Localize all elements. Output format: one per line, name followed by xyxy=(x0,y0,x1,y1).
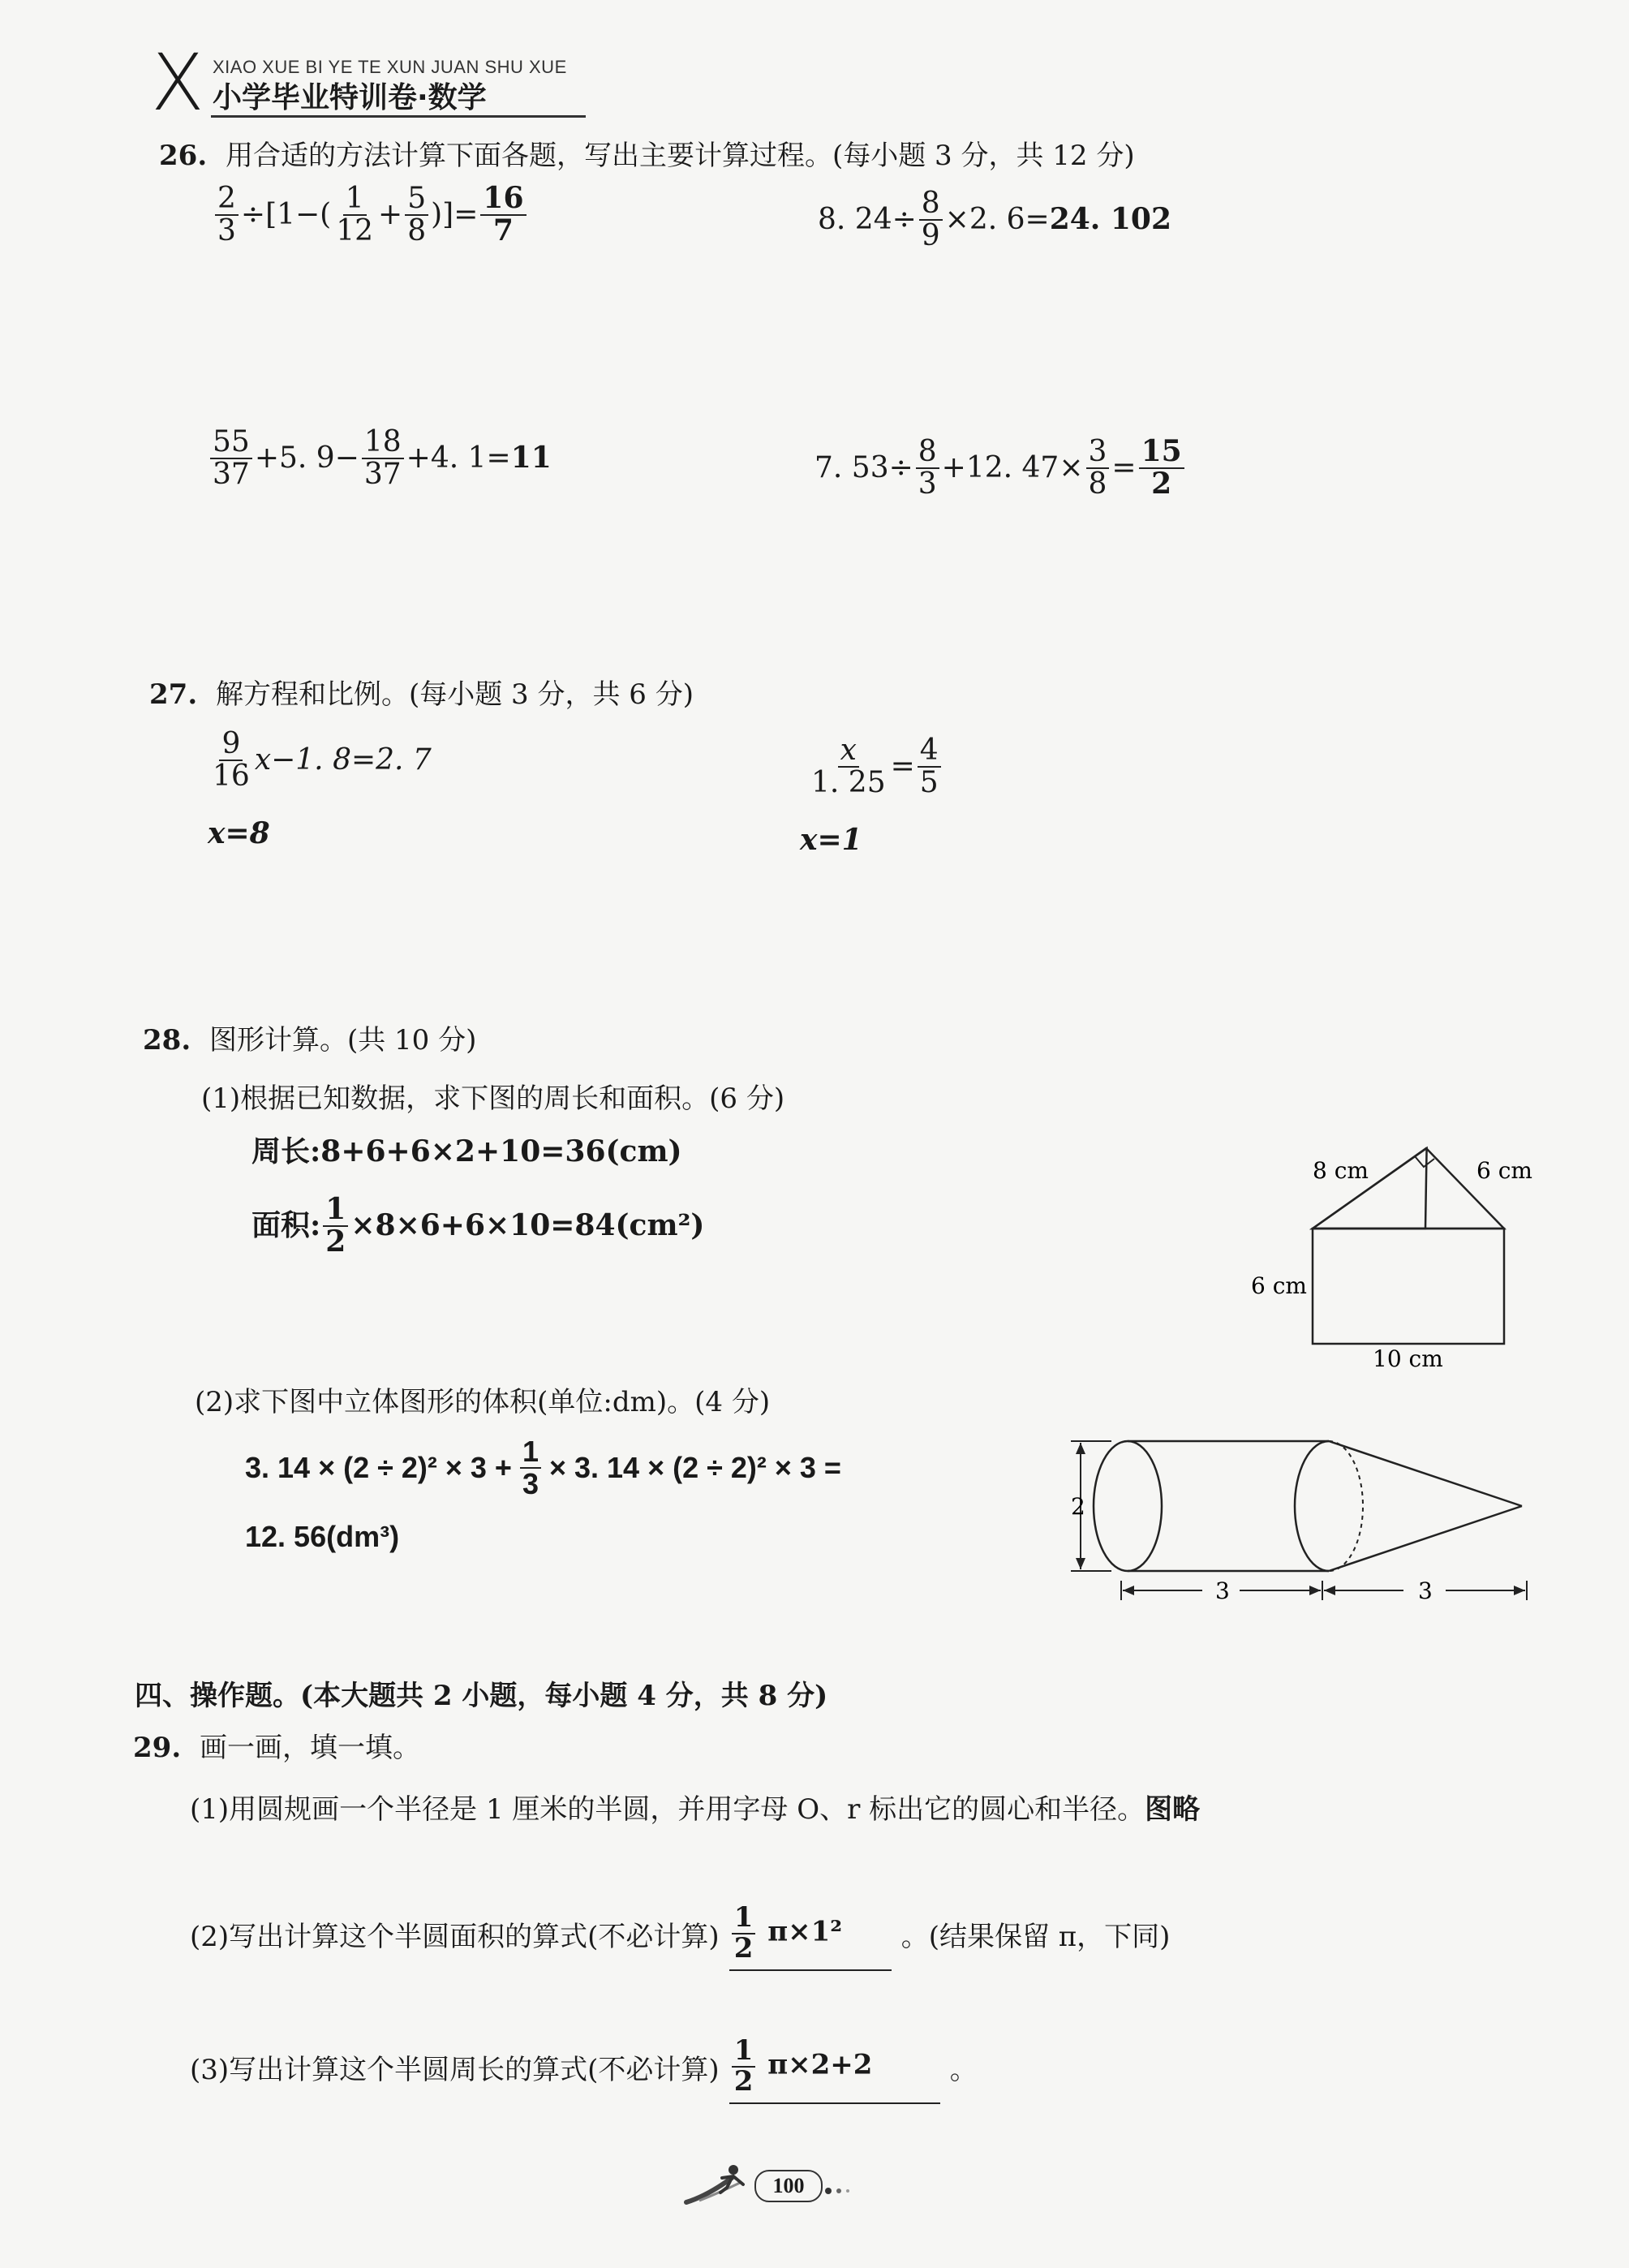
label-10cm: 10 cm xyxy=(1373,1345,1443,1372)
q28-volume xyxy=(245,1436,841,1500)
answer-fraction: $\frac{15}{2}$ xyxy=(1139,437,1184,500)
label-length-2: 3 xyxy=(1418,1577,1433,1604)
label-8cm: 8 cm xyxy=(1313,1157,1369,1184)
fraction: $\frac{3}{8}$ xyxy=(1086,437,1110,500)
cylinder-right-back xyxy=(1329,1441,1363,1571)
cone-top-edge xyxy=(1329,1441,1522,1506)
expr-text: 8. 24÷ xyxy=(818,203,917,237)
q26-problem-3 xyxy=(208,427,552,490)
fraction: $\frac{1}{2}$ xyxy=(732,2037,756,2096)
label-height: 2 xyxy=(1071,1493,1085,1520)
answer: 11 xyxy=(510,441,552,476)
answer: 24. 102 xyxy=(1049,202,1172,237)
fraction: $\frac{18}{37}$ xyxy=(362,427,404,490)
footer-dots xyxy=(824,2183,860,2198)
header-rule xyxy=(211,115,586,118)
expr-text: x−1. 8=2. 7 xyxy=(254,743,432,777)
expr-text: 面积: xyxy=(251,1208,321,1243)
expr-text: +12. 47× xyxy=(941,451,1084,485)
q28-line xyxy=(143,1024,476,1057)
sub1-text: (1)用圆规画一个半径是 1 厘米的半圆，并用字母 O、r 标出它的圆心和半径。 xyxy=(190,1793,1145,1826)
q29-sub2 xyxy=(190,1901,1171,1971)
sub2-tail: 。(结果保留 π，下同) xyxy=(900,1921,1171,1954)
figure-rect-triangle xyxy=(1233,1120,1549,1388)
header-logo-letter: X xyxy=(151,37,204,128)
fraction: $\frac{8}{9}$ xyxy=(919,188,943,252)
q26-prompt: 用合适的方法计算下面各题，写出主要计算过程。(每小题 3 分，共 12 分) xyxy=(225,140,1135,172)
dim-arrow xyxy=(1514,1586,1525,1595)
cone-bottom-edge xyxy=(1329,1506,1522,1571)
label-6cm-slant: 6 cm xyxy=(1476,1157,1532,1184)
expr-text: + xyxy=(378,198,403,232)
expr-text: π×2+2 xyxy=(767,2048,873,2081)
expr-text: 7. 53÷ xyxy=(814,451,913,485)
q28-sub1: (1)根据已知数据，求下图的周长和面积。(6 分) xyxy=(201,1082,785,1115)
q26-line xyxy=(159,140,1135,173)
sub1-answer: 图略 xyxy=(1145,1793,1201,1826)
q29-prompt: 画一画，填一填。 xyxy=(199,1732,420,1764)
expr-text: 3. 14 × (2 ÷ 2)² × 3 + xyxy=(245,1451,512,1485)
expr-text: π×1² xyxy=(767,1915,843,1948)
cylinder-right-front xyxy=(1295,1441,1329,1571)
fraction: $\frac{x}{1. 25}$ xyxy=(811,734,886,799)
q28-area xyxy=(251,1194,704,1258)
q28-sub2: (2)求下图中立体图形的体积(单位:dm)。(4 分) xyxy=(195,1386,771,1418)
dim-arrow-up xyxy=(1076,1443,1085,1454)
q26-number: 26. xyxy=(159,140,208,172)
q29-number: 29. xyxy=(133,1732,182,1764)
rectangle-shape xyxy=(1313,1229,1504,1344)
dim-arrow-down xyxy=(1076,1558,1085,1569)
q27-prompt: 解方程和比例。(每小题 3 分，共 6 分) xyxy=(215,678,694,711)
q29-sub1 xyxy=(190,1793,1200,1827)
expr-text: ×2. 6= xyxy=(944,203,1050,237)
fraction: $\frac{1}{3}$ xyxy=(520,1436,541,1500)
page-number: 100 xyxy=(772,2174,805,2197)
fraction: $\frac{1}{12}$ xyxy=(336,182,374,247)
expr-text: +4. 1= xyxy=(406,441,511,476)
q26-problem-2 xyxy=(818,188,1171,252)
expr-text: )]= xyxy=(431,198,479,232)
q28-volume-answer: 12. 56(dm³) xyxy=(245,1520,400,1553)
expr-text: ÷[1−( xyxy=(240,198,332,232)
footer-runner-icon xyxy=(683,2160,756,2209)
fraction: $\frac{5}{8}$ xyxy=(405,183,428,247)
expr-text: = xyxy=(890,750,915,784)
expr-text: = xyxy=(1111,451,1137,485)
q27-equation-2 xyxy=(806,735,943,798)
fraction: $\frac{8}{3}$ xyxy=(916,437,939,500)
q28-perimeter: 周长:8+6+6×2+10=36(cm) xyxy=(251,1134,682,1168)
fraction: $\frac{1}{2}$ xyxy=(732,1904,756,1963)
dim-arrow xyxy=(1123,1586,1134,1595)
sub2-answer-blank xyxy=(729,1901,892,1971)
q28-prompt: 图形计算。(共 10 分) xyxy=(208,1024,477,1057)
fraction: $\frac{1}{2}$ xyxy=(323,1194,348,1258)
fraction: $\frac{55}{37}$ xyxy=(210,427,252,490)
fraction: $\frac{2}{3}$ xyxy=(215,183,239,247)
figure-cylinder-cone xyxy=(1063,1430,1533,1608)
fraction: $\frac{9}{16}$ xyxy=(213,727,250,793)
right-angle-mark xyxy=(1415,1156,1434,1167)
label-6cm-side: 6 cm xyxy=(1251,1272,1307,1299)
q26-problem-4 xyxy=(814,434,1187,501)
sub2-text: (2)写出计算这个半圆面积的算式(不必计算) xyxy=(190,1921,720,1954)
sub3-answer-blank xyxy=(729,2034,940,2104)
cylinder-left-face xyxy=(1094,1441,1162,1571)
dim-arrow xyxy=(1309,1586,1321,1595)
q28-number: 28. xyxy=(143,1024,191,1057)
fraction: $\frac{4}{5}$ xyxy=(918,735,941,798)
answer-fraction: $\frac{16}{7}$ xyxy=(480,183,526,247)
q29-sub3 xyxy=(190,2034,978,2104)
expr-text: ×8×6+6×10=84(cm²) xyxy=(350,1208,705,1243)
expr-text: × 3. 14 × (2 ÷ 2)² × 3 = xyxy=(548,1451,841,1485)
expr-text: +5. 9− xyxy=(254,441,359,476)
q27-answer-1: x=8 xyxy=(208,816,270,850)
sub3-text: (3)写出计算这个半圆周长的算式(不必计算) xyxy=(190,2054,720,2087)
q29-line xyxy=(133,1732,420,1765)
sub3-tail: 。 xyxy=(949,2054,978,2087)
dim-arrow xyxy=(1324,1586,1335,1595)
q27-number: 27. xyxy=(149,678,198,711)
header-title: 小学毕业特训卷·数学 xyxy=(213,81,487,114)
q27-equation-1 xyxy=(208,729,432,792)
section4-heading: 四、操作题。(本大题共 2 小题，每小题 4 分，共 8 分) xyxy=(135,1680,828,1712)
footer-page-badge xyxy=(754,2170,823,2202)
label-length-1: 3 xyxy=(1215,1577,1230,1604)
q27-line xyxy=(149,678,694,712)
q27-answer-2: x=1 xyxy=(800,823,862,857)
q26-problem-1 xyxy=(213,183,529,247)
header-pinyin: XIAO XUE BI YE TE XUN JUAN SHU XUE xyxy=(213,57,567,77)
